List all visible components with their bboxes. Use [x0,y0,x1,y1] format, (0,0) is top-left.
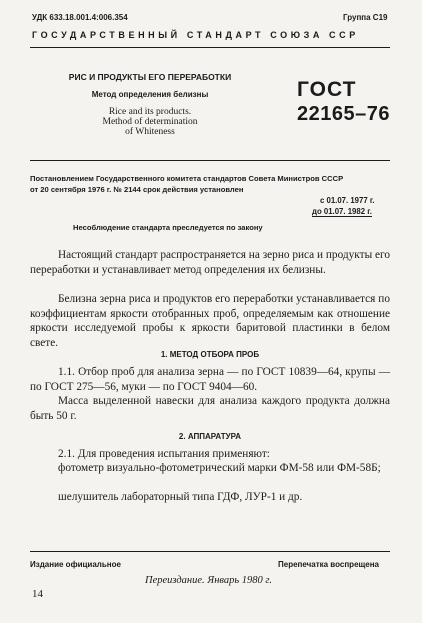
header-rule [30,47,390,48]
reprint-prohibited: Перепечатка воспрещена [278,560,379,569]
document-subtitle: Метод определения белизны [91,90,209,99]
gost-number: 22165–76 [297,103,390,125]
clause-2-1: 2.1. Для проведения испытания применяют: [58,448,270,460]
gost-label: ГОСТ [297,78,357,101]
document-title: РИС И ПРОДУКТЫ ЕГО ПЕРЕРАБОТКИ [68,72,232,82]
english-title-line3: of Whiteness [125,127,175,137]
decree-line2: от 20 сентября 1976 г. № 2144 срок действия установлен [30,185,244,194]
huller-item: шелушитель лабораторный типа ГДФ, ЛУР-1 и др. [58,491,303,503]
english-title-line1: Rice and its products. [108,107,192,117]
intro-paragraph: Настоящий стандарт распространяется на зерно риса и продукты его переработки и устанавливает метод определения их белизны. [30,249,391,276]
official-edition: Издание официальное [30,560,121,569]
group-code: Группа С19 [343,13,388,22]
section-1-heading: 1. МЕТОД ОТБОРА ПРОБ [160,350,260,359]
decree-line1: Постановлением Государственного комитета стандартов Совета Министров СССР [30,174,344,183]
sample-mass-paragraph: Масса выделенной навески для анализа каждого продукта должна быть 50 г. [30,395,390,422]
photometer-item: фотометр визуально-фотометрический марки ФМ-58 или ФМ-58Б; [58,462,381,474]
prosecution-notice: Несоблюдение стандарта преследуется по закону [73,223,263,232]
reissue-note: Переиздание. Январь 1980 г. [145,575,272,586]
title-rule [30,160,390,161]
whiteness-paragraph: Белизна зерна риса и продуктов его переработки устанавливается по коэффициентам яркости отобранных проб, определяемым как отношение яркости исследуемой пробы к яркости баритовой пластинки в белом свете. [30,293,390,349]
state-standard-heading: ГОСУДАРСТВЕННЫЙ СТАНДАРТ СОЮЗА ССР [32,30,359,40]
page-number: 14 [32,588,43,600]
clause-1-1: 1.1. Отбор проб для анализа зерна — по ГОСТ 10839—64, крупы — по ГОСТ 275—56, муки — по ГОСТ 9404—60. [30,366,390,393]
english-title-line2: Method of determination [102,117,198,127]
footer-rule [30,551,390,552]
effective-from: с 01.07. 1977 г. [320,196,375,205]
udk-code: УДК 633.18.001.4:006.354 [32,13,128,22]
effective-to: до 01.07. 1982 г. [312,207,372,216]
section-2-heading: 2. АППАРАТУРА [178,432,242,441]
